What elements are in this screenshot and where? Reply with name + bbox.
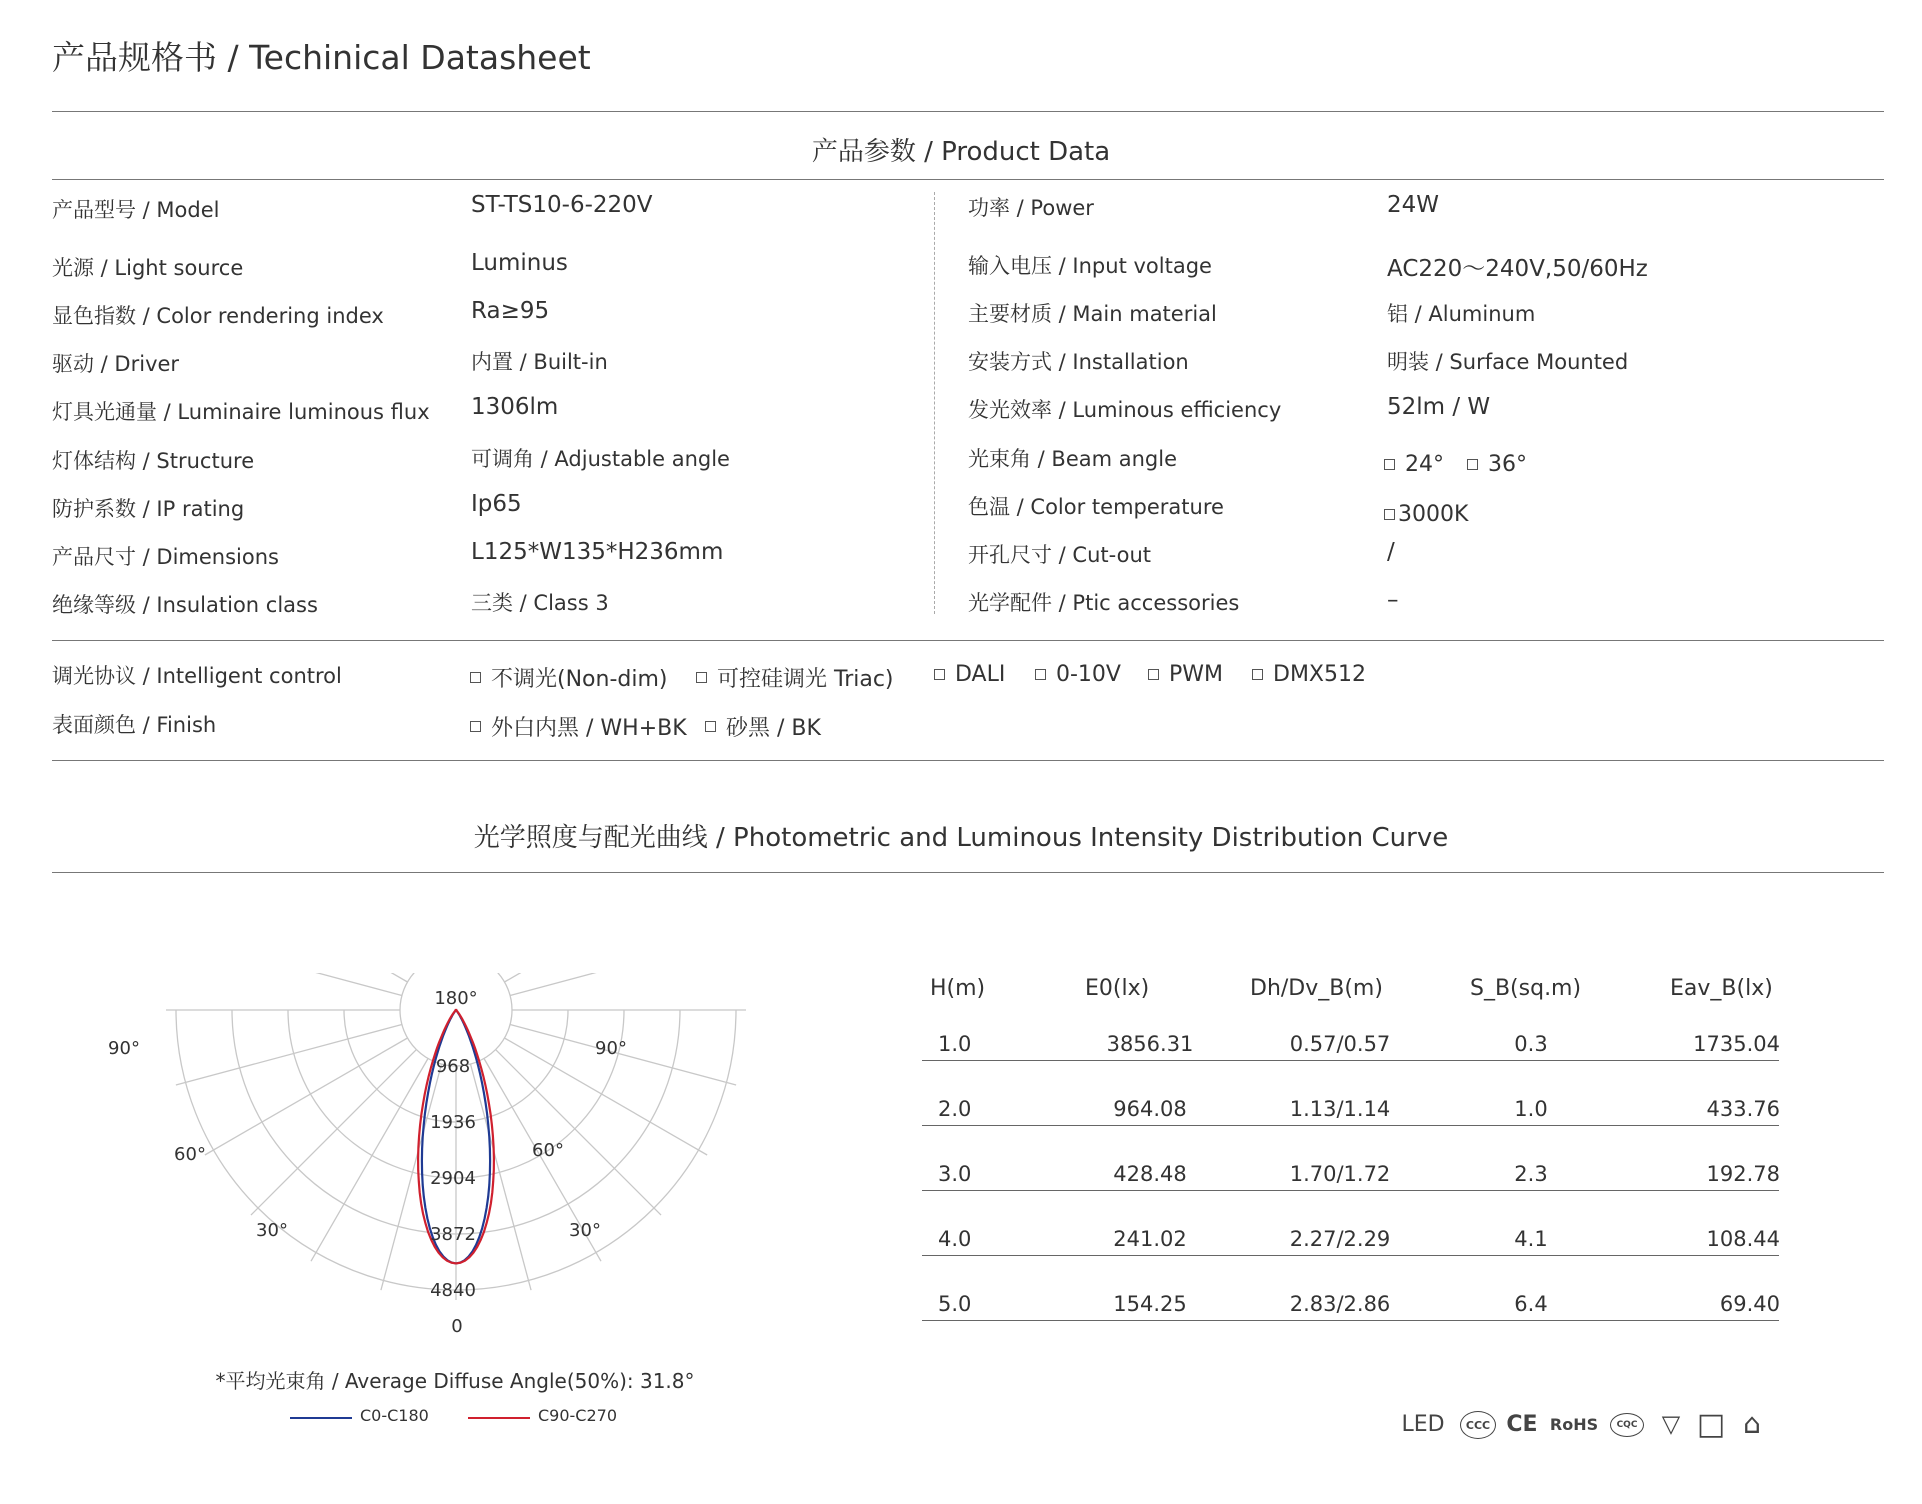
table-cell: 69.40: [1719, 1292, 1780, 1316]
table-cell: 0.57/0.57: [1289, 1032, 1391, 1056]
legend-label-c0: C0-C180: [360, 1406, 429, 1425]
grid-spoke: [205, 1038, 408, 1155]
spec-label: 安装方式 / Installation: [968, 350, 1189, 374]
angle-label: 90°: [108, 1038, 140, 1059]
spec-label: 绝缘等级 / Insulation class: [52, 593, 318, 617]
checkbox-icon: [1467, 459, 1478, 470]
table-cell: 1.0: [938, 1032, 972, 1056]
legend-line-c90: [468, 1417, 530, 1419]
divider: [52, 640, 1884, 641]
table-cell: 3856.31: [1106, 1032, 1194, 1056]
spec-value: 内置 / Built-in: [471, 350, 608, 374]
cct-option-3000k[interactable]: 3000K: [1384, 502, 1468, 527]
checkbox-icon: [1148, 669, 1159, 680]
angle-label: 0: [451, 1316, 463, 1337]
table-cell: 428.48: [1113, 1162, 1187, 1186]
average-angle-note: *平均光束角 / Average Diffuse Angle(50%): 31.8°: [215, 1369, 695, 1393]
table-row-line: [922, 1255, 1779, 1256]
grid-spoke: [311, 1058, 428, 1261]
table-cell: 154.25: [1113, 1292, 1187, 1316]
grid-spoke: [496, 1050, 661, 1215]
grid-spoke: [205, 960, 408, 982]
product-data-title: 产品参数 / Product Data: [811, 137, 1111, 167]
control-option[interactable]: 可控硅调光 Triac): [696, 662, 894, 693]
angle-label: 60°: [532, 1140, 564, 1161]
control-option[interactable]: DMX512: [1252, 662, 1366, 687]
table-row-line: [922, 1125, 1779, 1126]
ccc-cert-icon: CCC: [1460, 1411, 1496, 1439]
checkbox-icon: [470, 721, 481, 732]
table-cell: 192.78: [1706, 1162, 1780, 1186]
table-cell: 5.0: [938, 1292, 972, 1316]
spec-value: ST-TS10-6-220V: [471, 192, 653, 218]
legend-line-c0: [290, 1417, 352, 1419]
table-row-line: [922, 1320, 1779, 1321]
table-cell: 1.0: [1514, 1097, 1548, 1121]
spec-value: 明装 / Surface Mounted: [1387, 350, 1629, 374]
table-header: S_B(sq.m): [1470, 976, 1582, 1001]
spec-label: 防护系数 / IP rating: [52, 497, 245, 521]
divider: [52, 111, 1884, 112]
checkbox-icon: [696, 672, 707, 683]
table-cell: 1.70/1.72: [1289, 1162, 1391, 1186]
checkbox-icon: [1384, 509, 1395, 520]
table-cell: 4.0: [938, 1227, 972, 1251]
table-cell: 3.0: [938, 1162, 972, 1186]
spec-label: 开孔尺寸 / Cut-out: [968, 543, 1151, 567]
spec-value: 52lm / W: [1387, 394, 1491, 420]
divider: [52, 179, 1884, 180]
radial-label: 968: [435, 1056, 471, 1077]
angle-label: 180°: [434, 988, 478, 1009]
spec-value: AC220～240V,50/60Hz: [1387, 256, 1648, 282]
photometric-title: 光学照度与配光曲线 / Photometric and Luminous Intensity Distribution Curve: [473, 823, 1449, 853]
table-header: Dh/Dv_B(m): [1250, 976, 1383, 1001]
grid-spoke: [496, 960, 661, 970]
control-option[interactable]: 0-10V: [1035, 662, 1121, 687]
spec-label: 显色指数 / Color rendering index: [52, 304, 384, 328]
table-cell: 2.0: [938, 1097, 972, 1121]
spec-label: 发光效率 / Luminous efficiency: [968, 398, 1282, 422]
spec-value: 三类 / Class 3: [471, 591, 609, 615]
spec-value: Ip65: [471, 491, 522, 517]
beam-option-24[interactable]: 24°: [1384, 452, 1444, 477]
spec-value: –: [1387, 587, 1399, 613]
spec-label: 产品型号 / Model: [52, 198, 220, 222]
class-ii-cert-icon: □: [1696, 1406, 1726, 1442]
angle-label: 90°: [595, 1038, 627, 1059]
spec-label: 光学配件 / Ptic accessories: [968, 591, 1240, 615]
home-cert-icon: ⌂: [1743, 1406, 1761, 1440]
control-label: 调光协议 / Intelligent control: [52, 664, 342, 688]
checkbox-icon: [1035, 669, 1046, 680]
table-cell: 433.76: [1706, 1097, 1780, 1121]
spec-value: L125*W135*H236mm: [471, 539, 724, 565]
led-cert-icon: LED: [1401, 1411, 1445, 1437]
table-cell: 241.02: [1113, 1227, 1187, 1251]
control-option[interactable]: DALI: [934, 662, 1005, 687]
cqc-cert-icon: CQC: [1610, 1413, 1644, 1437]
table-header: Eav_B(lx): [1670, 976, 1773, 1001]
angle-label: 60°: [174, 1144, 206, 1165]
rohs-cert-icon: RoHS: [1549, 1414, 1599, 1434]
table-cell: 108.44: [1706, 1227, 1780, 1251]
finish-option[interactable]: 砂黑 / BK: [705, 711, 821, 742]
spec-value: Ra≥95: [471, 298, 550, 324]
radial-label: 4840: [430, 1280, 476, 1301]
fire-cert-icon: ▽: [1661, 1410, 1681, 1438]
legend-label-c90: C90-C270: [538, 1406, 618, 1425]
angle-label: 30°: [569, 1220, 601, 1241]
grid-spoke: [510, 960, 736, 996]
grid-spoke: [176, 1024, 402, 1085]
checkbox-icon: [1384, 459, 1395, 470]
table-cell: 6.4: [1514, 1292, 1548, 1316]
spec-value: /: [1387, 539, 1395, 565]
beam-option-36[interactable]: 36°: [1467, 452, 1527, 477]
spec-value: 24W: [1387, 192, 1440, 218]
spec-label: 产品尺寸 / Dimensions: [52, 545, 279, 569]
spec-label: 主要材质 / Main material: [968, 302, 1217, 326]
table-header: H(m): [930, 976, 986, 1001]
grid-spoke: [176, 960, 402, 996]
grid-spoke: [470, 1064, 531, 1290]
ce-cert-icon: CE: [1506, 1411, 1538, 1437]
spec-label: 功率 / Power: [968, 196, 1094, 220]
radial-label: 2904: [430, 1168, 476, 1189]
angle-label: 30°: [256, 1220, 288, 1241]
spec-label: 灯具光通量 / Luminaire luminous flux: [52, 400, 430, 424]
control-option[interactable]: 不调光(Non-dim): [470, 662, 667, 693]
radial-label: 3872: [430, 1224, 476, 1245]
table-row-line: [922, 1190, 1779, 1191]
checkbox-icon: [705, 721, 716, 732]
checkbox-icon: [934, 669, 945, 680]
spec-label: 输入电压 / Input voltage: [968, 254, 1212, 278]
finish-label: 表面颜色 / Finish: [52, 713, 217, 737]
table-cell: 0.3: [1514, 1032, 1548, 1056]
control-option[interactable]: PWM: [1148, 662, 1223, 687]
checkbox-icon: [470, 672, 481, 683]
spec-value: 可调角 / Adjustable angle: [471, 447, 730, 471]
table-cell: 1735.04: [1693, 1032, 1780, 1056]
spec-value: 铝 / Aluminum: [1387, 302, 1536, 326]
table-cell: 2.27/2.29: [1289, 1227, 1391, 1251]
spec-label: 光源 / Light source: [52, 256, 244, 280]
divider: [52, 760, 1884, 761]
grid-spoke: [311, 960, 428, 962]
table-cell: 2.83/2.86: [1289, 1292, 1391, 1316]
grid-spoke: [251, 960, 416, 970]
spec-label: 驱动 / Driver: [52, 352, 180, 376]
table-row-line: [922, 1060, 1779, 1061]
spec-value: Luminus: [471, 250, 568, 276]
spec-label: 光束角 / Beam angle: [968, 447, 1178, 471]
checkbox-icon: [1252, 669, 1263, 680]
grid-spoke: [484, 960, 601, 962]
grid-spoke: [504, 960, 707, 982]
finish-option[interactable]: 外白内黑 / WH+BK: [470, 711, 687, 742]
document-title: 产品规格书 / Techinical Datasheet: [52, 38, 591, 77]
spec-value: 1306lm: [471, 394, 559, 420]
spec-label: 色温 / Color temperature: [968, 495, 1224, 519]
table-cell: 4.1: [1514, 1227, 1548, 1251]
polar-distribution-chart: [106, 960, 806, 1340]
radial-label: 1936: [430, 1112, 476, 1133]
spec-label: 灯体结构 / Structure: [52, 449, 255, 473]
grid-spoke: [251, 1050, 416, 1215]
divider: [52, 872, 1884, 873]
table-cell: 1.13/1.14: [1289, 1097, 1391, 1121]
column-divider: [934, 192, 935, 614]
table-header: E0(lx): [1085, 976, 1150, 1001]
table-cell: 964.08: [1113, 1097, 1187, 1121]
table-cell: 2.3: [1514, 1162, 1548, 1186]
